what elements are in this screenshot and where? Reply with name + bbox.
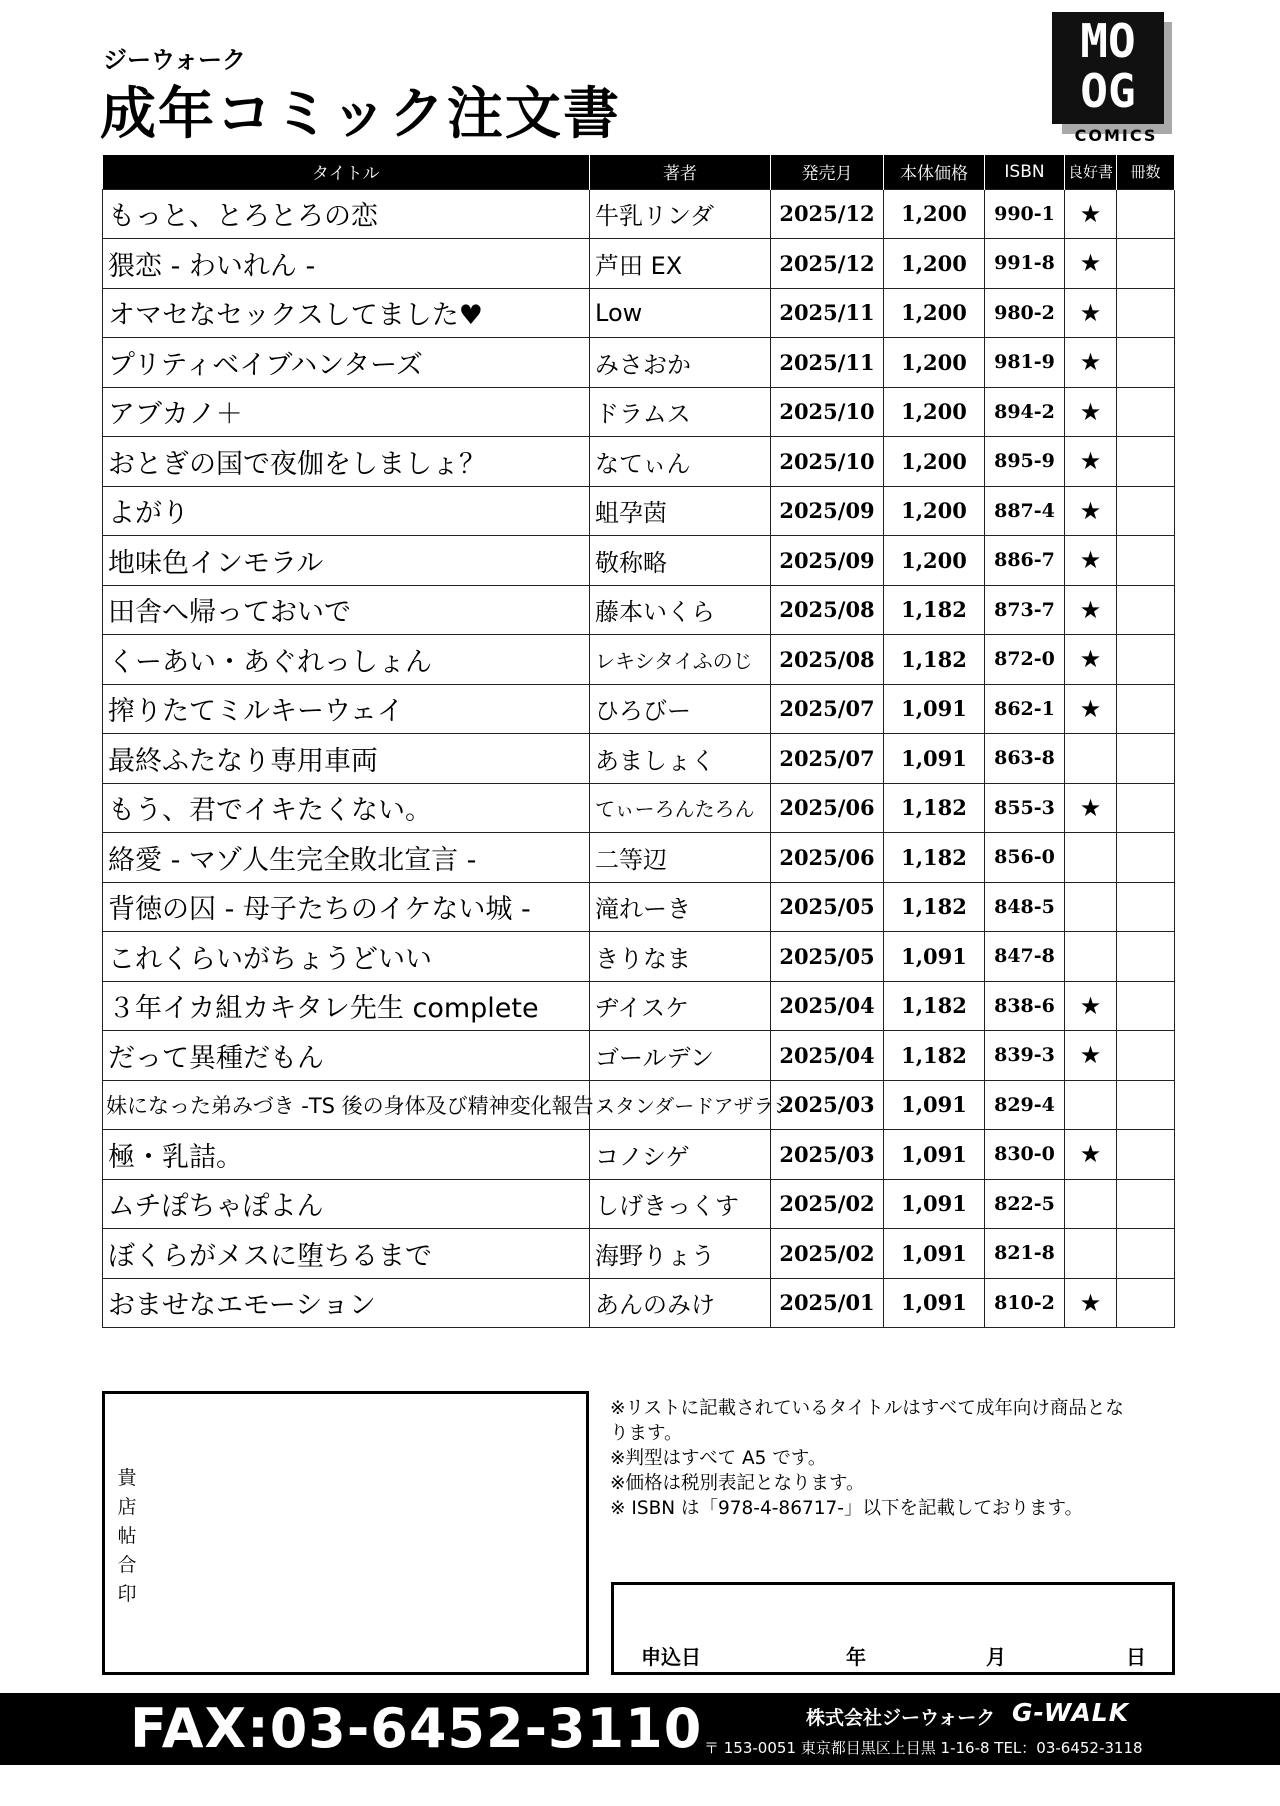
title-cell: 田舎へ帰っておいで: [103, 585, 590, 635]
recommended-star-cell: [1065, 1229, 1117, 1279]
quantity-cell[interactable]: [1117, 585, 1175, 635]
recommended-star-cell: ★: [1065, 387, 1117, 437]
price-cell: 1,200: [884, 239, 985, 289]
isbn-cell: 830-0: [985, 1130, 1065, 1180]
day-label: 日: [1126, 1645, 1146, 1669]
store-stamp-box: [102, 1391, 589, 1675]
column-header-recommended: 良好書: [1065, 155, 1117, 189]
recommended-star-cell: ★: [1065, 1130, 1117, 1180]
isbn-cell: 980-2: [985, 288, 1065, 338]
quantity-cell[interactable]: [1117, 734, 1175, 784]
table-row: [103, 585, 1175, 635]
author-cell: 蛆孕茵: [590, 486, 771, 536]
table-row: [103, 338, 1175, 388]
author-cell: きりなま: [590, 932, 771, 982]
note-line: ※価格は税別表記となります。: [610, 1473, 865, 1494]
recommended-star-cell: ★: [1065, 981, 1117, 1031]
isbn-cell: 991-8: [985, 239, 1065, 289]
price-cell: 1,200: [884, 189, 985, 239]
notes: [610, 1396, 1190, 1521]
title-cell: ぼくらがメスに堕ちるまで: [103, 1229, 590, 1279]
isbn-cell: 822-5: [985, 1179, 1065, 1229]
table-row: [103, 833, 1175, 883]
release-date-cell: 2025/08: [771, 585, 884, 635]
title-cell: 絡愛 - マゾ人生完全敗北宣言 -: [103, 833, 590, 883]
title-cell: これくらいがちょうどいい: [103, 932, 590, 982]
quantity-cell[interactable]: [1117, 1130, 1175, 1180]
price-cell: 1,091: [884, 1130, 985, 1180]
title-cell: ３年イカ組カキタレ先生 complete: [103, 981, 590, 1031]
author-cell: みさおか: [590, 338, 771, 388]
isbn-cell: 886-7: [985, 536, 1065, 586]
author-cell: あましょく: [590, 734, 771, 784]
title-cell: プリティベイブハンターズ: [103, 338, 590, 388]
table-row: [103, 1080, 1175, 1130]
author-cell: ゴールデン: [590, 1031, 771, 1081]
title-cell: 極・乳詰。: [103, 1130, 590, 1180]
quantity-cell[interactable]: [1117, 833, 1175, 883]
release-date-cell: 2025/06: [771, 783, 884, 833]
title-cell: よがり: [103, 486, 590, 536]
author-cell: しげきっくす: [590, 1179, 771, 1229]
author-cell: てぃーろんたろん: [590, 783, 771, 833]
author-cell: コノシゲ: [590, 1130, 771, 1180]
author-cell: 藤本いくら: [590, 585, 771, 635]
quantity-cell[interactable]: [1117, 189, 1175, 239]
recommended-star-cell: ★: [1065, 635, 1117, 685]
logo-line-2: OG: [1080, 64, 1136, 118]
quantity-cell[interactable]: [1117, 981, 1175, 1031]
isbn-cell: 981-9: [985, 338, 1065, 388]
stamp-char: 帖: [117, 1525, 137, 1547]
table-row: [103, 734, 1175, 784]
moog-comics-logo: [1052, 12, 1174, 146]
author-cell: 敬称略: [590, 536, 771, 586]
quantity-cell[interactable]: [1117, 1080, 1175, 1130]
quantity-cell[interactable]: [1117, 536, 1175, 586]
recommended-star-cell: ★: [1065, 239, 1117, 289]
isbn-cell: 895-9: [985, 437, 1065, 487]
isbn-cell: 990-1: [985, 189, 1065, 239]
fax-number: FAX:03-6452-3110: [130, 1697, 703, 1760]
price-cell: 1,182: [884, 585, 985, 635]
table-row: [103, 1278, 1175, 1328]
company-name: 株式会社ジーウォーク: [806, 1707, 996, 1729]
price-cell: 1,091: [884, 932, 985, 982]
isbn-cell: 821-8: [985, 1229, 1065, 1279]
logo-line-1: MO: [1080, 14, 1136, 68]
table-row: [103, 1229, 1175, 1279]
author-cell: ヂイスケ: [590, 981, 771, 1031]
isbn-cell: 862-1: [985, 684, 1065, 734]
recommended-star-cell: ★: [1065, 486, 1117, 536]
author-cell: なてぃん: [590, 437, 771, 487]
recommended-star-cell: [1065, 1179, 1117, 1229]
title-cell: おませなエモーション: [103, 1278, 590, 1328]
title-cell: 猥恋 - わいれん -: [103, 239, 590, 289]
author-cell: レキシタイふのじ: [590, 635, 771, 685]
isbn-cell: 829-4: [985, 1080, 1065, 1130]
price-cell: 1,200: [884, 288, 985, 338]
quantity-cell[interactable]: [1117, 486, 1175, 536]
stamp-char: 店: [117, 1496, 137, 1518]
recommended-star-cell: ★: [1065, 437, 1117, 487]
release-date-cell: 2025/07: [771, 734, 884, 784]
price-cell: 1,200: [884, 338, 985, 388]
quantity-cell[interactable]: [1117, 239, 1175, 289]
month-label: 月: [986, 1645, 1006, 1669]
title-cell: おとぎの国で夜伽をしましょ？: [103, 437, 590, 487]
price-cell: 1,200: [884, 387, 985, 437]
price-cell: 1,182: [884, 783, 985, 833]
table-row: [103, 1179, 1175, 1229]
table-row: [103, 536, 1175, 586]
table-row: [103, 288, 1175, 338]
price-cell: 1,200: [884, 437, 985, 487]
price-cell: 1,091: [884, 684, 985, 734]
isbn-cell: 847-8: [985, 932, 1065, 982]
column-header-price: 本体価格: [884, 155, 985, 189]
quantity-cell[interactable]: [1117, 932, 1175, 982]
quantity-cell[interactable]: [1117, 437, 1175, 487]
table-row: [103, 189, 1175, 239]
table-row: [103, 635, 1175, 685]
stamp-char: 印: [117, 1583, 137, 1605]
release-date-cell: 2025/06: [771, 833, 884, 883]
table-row: [103, 783, 1175, 833]
price-cell: 1,182: [884, 882, 985, 932]
stamp-char: 合: [117, 1554, 137, 1576]
release-date-cell: 2025/07: [771, 684, 884, 734]
recommended-star-cell: [1065, 734, 1117, 784]
column-header-release: 発売月: [771, 155, 884, 189]
release-date-cell: 2025/12: [771, 239, 884, 289]
application-date-box[interactable]: [611, 1582, 1175, 1675]
table-row: [103, 1130, 1175, 1180]
isbn-cell: 838-6: [985, 981, 1065, 1031]
recommended-star-cell: ★: [1065, 1278, 1117, 1328]
price-cell: 1,091: [884, 1278, 985, 1328]
quantity-cell[interactable]: [1117, 338, 1175, 388]
recommended-star-cell: ★: [1065, 684, 1117, 734]
quantity-cell[interactable]: [1117, 1229, 1175, 1279]
quantity-cell[interactable]: [1117, 684, 1175, 734]
column-header-title: タイトル: [103, 155, 590, 189]
store-stamp-label: [113, 1464, 141, 1609]
release-date-cell: 2025/05: [771, 932, 884, 982]
release-date-cell: 2025/11: [771, 338, 884, 388]
note-line: ※ ISBN は「978-4-86717-」以下を記載しております。: [610, 1498, 1083, 1519]
price-cell: 1,200: [884, 486, 985, 536]
release-date-cell: 2025/08: [771, 635, 884, 685]
release-date-cell: 2025/10: [771, 387, 884, 437]
price-cell: 1,182: [884, 981, 985, 1031]
price-cell: 1,091: [884, 734, 985, 784]
application-date-label: 申込日: [641, 1645, 701, 1669]
author-cell: Low: [590, 288, 771, 338]
release-date-cell: 2025/05: [771, 882, 884, 932]
recommended-star-cell: ★: [1065, 189, 1117, 239]
release-date-cell: 2025/02: [771, 1179, 884, 1229]
table-row: [103, 981, 1175, 1031]
recommended-star-cell: [1065, 1080, 1117, 1130]
quantity-cell[interactable]: [1117, 882, 1175, 932]
isbn-cell: 848-5: [985, 882, 1065, 932]
table-row: [103, 437, 1175, 487]
note-line: ※リストに記載されているタイトルはすべて成年向け商品とな: [610, 1398, 1124, 1419]
quantity-cell[interactable]: [1117, 1179, 1175, 1229]
title-cell: もう、君でイキたくない。: [103, 783, 590, 833]
author-cell: ひろびー: [590, 684, 771, 734]
table-row: [103, 1031, 1175, 1081]
isbn-cell: 887-4: [985, 486, 1065, 536]
title-cell: もっと、とろとろの恋: [103, 189, 590, 239]
isbn-cell: 863-8: [985, 734, 1065, 784]
release-date-cell: 2025/04: [771, 1031, 884, 1081]
isbn-cell: 873-7: [985, 585, 1065, 635]
column-header-isbn: ISBN: [985, 155, 1065, 189]
isbn-cell: 872-0: [985, 635, 1065, 685]
table-row: [103, 684, 1175, 734]
logo-mark: [1052, 12, 1164, 124]
release-date-cell: 2025/02: [771, 1229, 884, 1279]
author-cell: スタンダードアザラシ: [590, 1080, 771, 1130]
title-cell: 妹になった弟みづき -TS 後の身体及び精神変化報告 -: [103, 1080, 590, 1130]
release-date-cell: 2025/12: [771, 189, 884, 239]
price-cell: 1,182: [884, 1031, 985, 1081]
title-cell: オマセなセックスしてました♥: [103, 288, 590, 338]
isbn-cell: 855-3: [985, 783, 1065, 833]
company-address: 〒 153-0051 東京都目黒区上目黒 1-16-8 TEL：03-6452-3118: [704, 1739, 1143, 1757]
note-line: ります。: [610, 1423, 683, 1444]
title-cell: だって異種だもん: [103, 1031, 590, 1081]
release-date-cell: 2025/03: [771, 1080, 884, 1130]
release-date-cell: 2025/01: [771, 1278, 884, 1328]
recommended-star-cell: ★: [1065, 536, 1117, 586]
stamp-char: 貴: [117, 1467, 137, 1489]
isbn-cell: 810-2: [985, 1278, 1065, 1328]
release-date-cell: 2025/09: [771, 486, 884, 536]
price-cell: 1,182: [884, 635, 985, 685]
title-cell: 最終ふたなり専用車両: [103, 734, 590, 784]
table-row: [103, 932, 1175, 982]
column-header-author: 著者: [590, 155, 771, 189]
table-header-row: [103, 155, 1175, 189]
price-cell: 1,182: [884, 833, 985, 883]
author-cell: 二等辺: [590, 833, 771, 883]
release-date-cell: 2025/09: [771, 536, 884, 586]
author-cell: 海野りょう: [590, 1229, 771, 1279]
release-date-cell: 2025/04: [771, 981, 884, 1031]
isbn-cell: 839-3: [985, 1031, 1065, 1081]
table-row: [103, 239, 1175, 289]
table-row: [103, 387, 1175, 437]
recommended-star-cell: [1065, 882, 1117, 932]
title-cell: ムチぽちゃぽよん: [103, 1179, 590, 1229]
quantity-cell[interactable]: [1117, 288, 1175, 338]
isbn-cell: 856-0: [985, 833, 1065, 883]
release-date-cell: 2025/11: [771, 288, 884, 338]
logo-subtext: COMICS: [1074, 126, 1158, 145]
page-title: 成年コミック注文書: [100, 82, 621, 147]
quantity-cell[interactable]: [1117, 1278, 1175, 1328]
recommended-star-cell: ★: [1065, 288, 1117, 338]
recommended-star-cell: [1065, 932, 1117, 982]
quantity-cell[interactable]: [1117, 1031, 1175, 1081]
quantity-cell[interactable]: [1117, 635, 1175, 685]
title-cell: 地味色インモラル: [103, 536, 590, 586]
footer-bar: [0, 1693, 1280, 1765]
title-cell: 背徳の囚 - 母子たちのイケない城 -: [103, 882, 590, 932]
author-cell: 滝れーき: [590, 882, 771, 932]
recommended-star-cell: ★: [1065, 783, 1117, 833]
price-cell: 1,091: [884, 1080, 985, 1130]
quantity-cell[interactable]: [1117, 783, 1175, 833]
title-cell: アブカノ＋: [103, 387, 590, 437]
order-table: [102, 155, 1175, 1328]
table-row: [103, 882, 1175, 932]
recommended-star-cell: ★: [1065, 1031, 1117, 1081]
recommended-star-cell: [1065, 833, 1117, 883]
price-cell: 1,091: [884, 1179, 985, 1229]
release-date-cell: 2025/10: [771, 437, 884, 487]
table-row: [103, 486, 1175, 536]
title-cell: くーあい・あぐれっしょん: [103, 635, 590, 685]
publisher-name: ジーウォーク: [103, 46, 247, 74]
author-cell: ドラムス: [590, 387, 771, 437]
note-line: ※判型はすべて A5 です。: [610, 1448, 827, 1469]
brand-logo: G-WALK: [1012, 1698, 1130, 1727]
isbn-cell: 894-2: [985, 387, 1065, 437]
recommended-star-cell: ★: [1065, 585, 1117, 635]
release-date-cell: 2025/03: [771, 1130, 884, 1180]
author-cell: あんのみけ: [590, 1278, 771, 1328]
author-cell: 芦田 EX: [590, 239, 771, 289]
author-cell: 牛乳リンダ: [590, 189, 771, 239]
recommended-star-cell: ★: [1065, 338, 1117, 388]
quantity-cell[interactable]: [1117, 387, 1175, 437]
column-header-quantity: 冊数: [1117, 155, 1175, 189]
price-cell: 1,091: [884, 1229, 985, 1279]
price-cell: 1,200: [884, 536, 985, 586]
title-cell: 搾りたてミルキーウェイ: [103, 684, 590, 734]
year-label: 年: [846, 1645, 866, 1669]
